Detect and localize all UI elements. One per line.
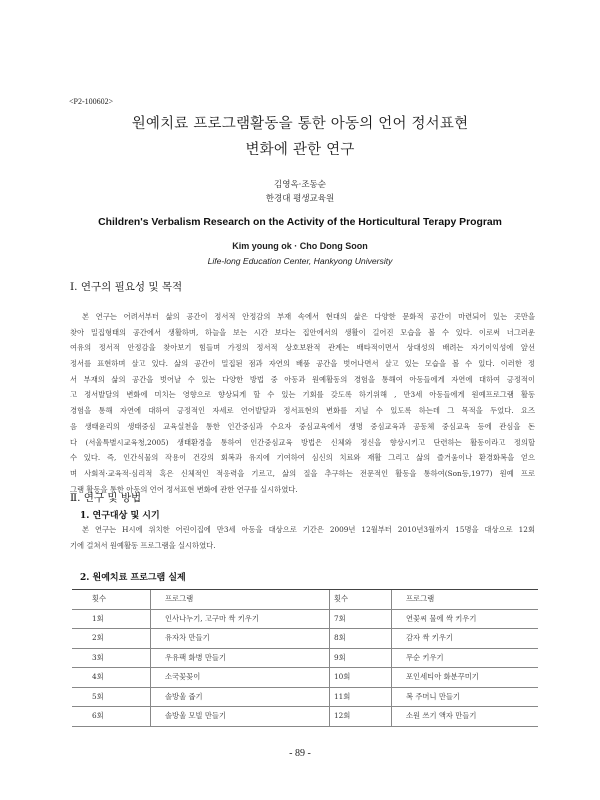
english-title: Children's Verbalism Research on the Activity of the Horticultural Terapy Program bbox=[98, 217, 502, 228]
english-authors: Kim young ok · Cho Dong Soon bbox=[232, 241, 368, 251]
english-affiliation: Life-long Education Center, Hankyong University bbox=[207, 256, 393, 266]
table-cell: 솔방울 줍기 bbox=[151, 687, 330, 707]
paper-title-line2: 변화에 관한 연구 bbox=[245, 142, 355, 158]
table-cell: 4회 bbox=[72, 668, 151, 688]
section1-heading: Ⅰ. 연구의 필요성 및 목적 bbox=[70, 281, 183, 293]
table-cell: 인사나누기, 고구마 싹 키우기 bbox=[151, 609, 330, 629]
body-line: 기에 걸쳐서 원예활동 프로그램을 실시하였다. bbox=[70, 540, 216, 550]
table-cell: 감자 싹 키우기 bbox=[392, 629, 539, 649]
subsection1-body bbox=[70, 522, 535, 553]
table-cell: 소국꽃꽂이 bbox=[151, 668, 330, 688]
body-line: 찾아 밀집형태의 공간에서 생활하며, 하늘을 보는 시간 보다는 집안에서의 생활이 길어진 모습을 볼 수 있다. 이로써 너그러운 bbox=[70, 327, 535, 337]
table-cell: 8회 bbox=[330, 629, 392, 649]
section1-body bbox=[70, 309, 535, 497]
table-cell: 11회 bbox=[330, 687, 392, 707]
body-line: 고 정서발달의 변화에 미치는 영향으로 향상되게 할 수 있는 기회를 갖도록 하기위해 , 만3세 아동들에게 원예프로그램 활동 bbox=[70, 390, 535, 400]
subsection1-heading: 1. 연구대상 및 시기 bbox=[80, 511, 160, 521]
table-cell: 포인세티아 화분꾸미기 bbox=[392, 668, 539, 688]
table-cell: 솔방울 모빌 만들기 bbox=[151, 707, 330, 727]
table-cell: 2회 bbox=[72, 629, 151, 649]
table-row bbox=[72, 668, 538, 688]
body-line: 경험을 통해 자연에 대하여 긍정적인 자세로 언어발달과 정서표현의 변화를 지닐 수 있도록 하는데 그 목적을 두었다. 요즈 bbox=[70, 406, 535, 416]
body-line: 다 (서울특별시교육청,2005) 생태환경을 통하여 인간중심교육 방법은 신체와 정신을 향상시키고 단련하는 활동이라고 정의할 bbox=[70, 437, 535, 447]
body-line: 본 연구는 H시에 위치한 어린이집에 만3세 아동을 대상으로 기간은 2009년 12월부터 2010년3월까지 15명을 대상으로 12회 bbox=[82, 525, 535, 534]
table-cell: 10회 bbox=[330, 668, 392, 688]
body-line: 수 있다. 즉, 인간식물의 작용이 건강의 회복과 유지에 기여하여 심신의 치료와 재활 그리고 삶의 즐거움이나 환경화복을 얻으 bbox=[70, 453, 535, 463]
subsection2-heading: 2. 원예치료 프로그램 실제 bbox=[80, 573, 186, 583]
table-cell: 연꽃씨 물에 싹 키우기 bbox=[392, 609, 539, 629]
table-row bbox=[72, 687, 538, 707]
table-row bbox=[72, 648, 538, 668]
body-line: 음 생태윤리의 생태중심 교육실천을 통한 인간중심과 수요자 중심교육에서 생명 중심교육과 공동체 중심교육 등에 관심을 돈 bbox=[70, 421, 535, 431]
page-number: - 89 - bbox=[289, 748, 311, 759]
table-row bbox=[72, 707, 538, 727]
body-line: 그램 활동을 통한 아동의 언어 정서표현 변화에 관한 연구를 실시하였다. bbox=[70, 484, 298, 494]
table-cell: 소원 쓰기 액자 만들기 bbox=[392, 707, 539, 727]
table-cell: 5회 bbox=[72, 687, 151, 707]
body-line: 정서를 표현하며 살고 있다. 삶의 공간이 밀집된 점과 자연의 배품 공간을 벗어나면서 살고 있는 모습을 볼 수 있다. 이러한 정 bbox=[70, 359, 535, 369]
table-cell: 우유팩 화병 만들기 bbox=[151, 648, 330, 668]
table-cell: 3회 bbox=[72, 648, 151, 668]
header-cell: 횟수 bbox=[72, 590, 151, 610]
body-line: 며 사회적·교육적·심리적 혹은 신체적인 적응력을 기르고, 삶의 질을 추구하는 전문적인 활동을 통하여(Son등,1977) 원예 프로 bbox=[70, 468, 535, 478]
table-cell: 복 주머니 만들기 bbox=[392, 687, 539, 707]
table-cell: 6회 bbox=[72, 707, 151, 727]
header-cell: 프로그램 bbox=[392, 590, 539, 610]
table-cell: 무순 키우기 bbox=[392, 648, 539, 668]
header-cell: 횟수 bbox=[330, 590, 392, 610]
paper-code: <P2-100602> bbox=[69, 97, 114, 106]
table-row bbox=[72, 629, 538, 649]
table-cell: 1회 bbox=[72, 609, 151, 629]
table-cell: 유자차 만들기 bbox=[151, 629, 330, 649]
program-table bbox=[72, 589, 538, 727]
paper-title-line1: 원예치료 프로그램활동을 통한 아동의 언어 정서표현 bbox=[131, 116, 469, 132]
affiliation: 한경대 평생교육원 bbox=[265, 194, 335, 204]
table-row bbox=[72, 609, 538, 629]
body-line: 서 부재의 삶의 공간을 벗어날 수 있는 다양한 방법 중 아동과 원예활동의 경험을 통해여 아동들에게 자연에 대하여 긍정적이 bbox=[70, 374, 535, 384]
table-header-row bbox=[72, 590, 538, 610]
table-cell: 12회 bbox=[330, 707, 392, 727]
table-cell: 9회 bbox=[330, 648, 392, 668]
body-line: 본 연구는 어려서부터 삶의 공간이 정서적 안정감의 부재 속에서 현대의 삶은 다양한 문화적 공간이 마련되어 있는 곳만을 bbox=[82, 312, 535, 321]
header-cell: 프로그램 bbox=[151, 590, 330, 610]
section2-heading: Ⅱ. 연구 및 방법 bbox=[70, 492, 142, 504]
authors: 김영옥·조동순 bbox=[274, 180, 326, 190]
body-line: 여유의 정서적 안정감을 찾아보기 힘들며 가정의 정서적 상호보완적 관계는 배타적이면서 상대성의 배려는 자기이익성에 앞선 bbox=[70, 343, 535, 353]
table-cell: 7회 bbox=[330, 609, 392, 629]
